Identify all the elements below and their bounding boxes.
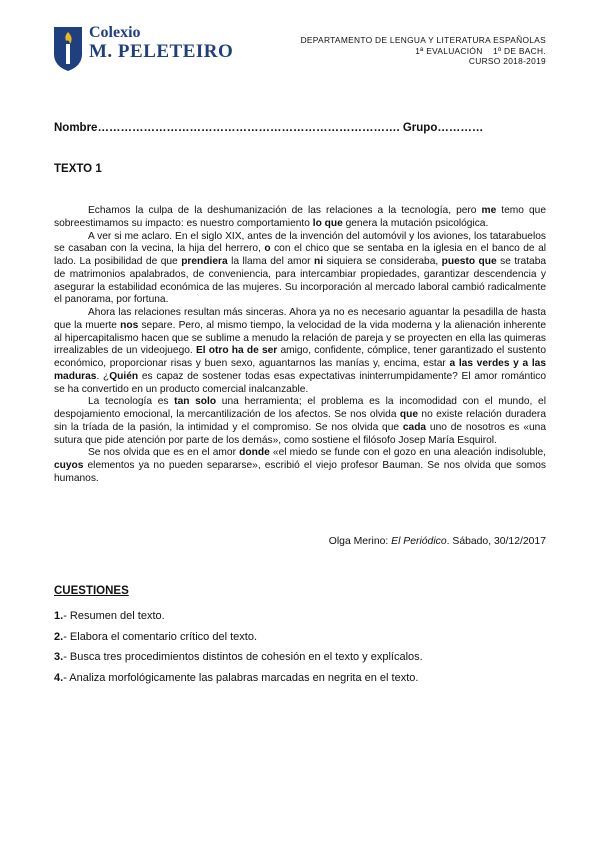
text-run: se trataba de matrimonios apalabrados, de conveniencia, para intercambiar propiedades, garantizar descendencia y asegurar la estabilidad económica de las mujeres. Su incorporación al mercado laboral cambió radicalmente el panorama, por fortuna. [54, 256, 547, 306]
bold-word: nos [120, 319, 139, 331]
article-paragraph [54, 307, 546, 396]
bold-word: cuyos [54, 460, 84, 471]
student-info-line [54, 122, 483, 134]
text-run: elementos ya no pueden separarse», escribió el viejo profesor Bauman. Se nos olvida que somos humanos. [54, 460, 546, 484]
question-number: 2. [54, 630, 64, 643]
question-text: - Busca tres procedimientos distintos de cohesión en el texto y explícalos. [63, 651, 423, 664]
school-year: CURSO 2018-2019 [468, 56, 546, 66]
bold-word: Quién [109, 370, 139, 382]
question-text: - Resumen del texto. [63, 610, 165, 622]
question-number: 1. [54, 610, 64, 622]
name-blank[interactable]: …………………………………………………………………… [97, 122, 397, 134]
question-item [54, 672, 554, 693]
text-run: siquiera se consideraba, [323, 256, 442, 267]
text-run: amigo, confidente, cómplice, tener garantizado el sustento económico, proporcionar risas y buen sexo, aguantarnos las manías y, encima, estar [54, 345, 547, 369]
text-run: una herramienta; el problema es la incomodidad con el mundo, el despojamiento emocional, la mercantilización de los afectos. Se nos olvida [54, 396, 546, 420]
text-run: La tecnología es [88, 396, 175, 408]
bold-word: a las verdes y a las maduras [54, 358, 546, 382]
signature-date: . Sábado, 30/12/2017 [446, 536, 546, 547]
group-blank[interactable]: ………… [437, 122, 484, 134]
article-paragraph [54, 396, 546, 447]
article-body [54, 205, 546, 486]
school-logo [53, 24, 234, 74]
course-level: 1º DE BACH. [493, 45, 546, 56]
text-run: Echamos la culpa de la deshumanización de las relaciones a la tecnología, pero [88, 205, 482, 216]
question-item [54, 631, 554, 652]
shield-torch-icon [53, 26, 83, 72]
question-text: - Elabora el comentario crítico del texto. [63, 630, 257, 643]
questions-list [54, 610, 554, 693]
bold-word: me [481, 205, 497, 216]
bold-word: prendiera [181, 256, 228, 267]
text-run: Se nos olvida que es en el amor [88, 447, 240, 459]
text-run: la llama del amor [227, 256, 314, 267]
signature-source: El Periódico [391, 536, 447, 547]
article-paragraph [54, 231, 546, 308]
text-run: A ver si me aclaro. En el siglo XIX, antes de la invención del automóvil y los aviones, los tatarabuelos se casaban con la vecina, la hija del herrero, [54, 230, 546, 255]
department-info [301, 35, 546, 67]
bold-word: El otro ha de ser [195, 345, 278, 357]
bold-word: lo que [312, 217, 343, 229]
group-label: . Grupo [396, 122, 438, 134]
bold-word: o [264, 243, 271, 255]
question-number: 4. [54, 672, 64, 685]
questions-title: CUESTIONES [54, 585, 129, 597]
text-run: es capaz de sostener todas esas expectativas ininterrumpidamente? El amor romántico se ha convertido en un producto comercial inalcanzable. [54, 370, 546, 395]
signature-author: Olga Merino: [328, 536, 392, 547]
text-run: «el miedo se funde con el gozo en una aleación indisoluble, [269, 447, 546, 459]
bold-word: cada [402, 421, 427, 433]
article-signature [329, 536, 546, 547]
evaluation-label: 1ª EVALUACIÓN [415, 45, 483, 56]
name-label: Nombre [54, 122, 98, 134]
bold-word: tan solo [174, 396, 217, 408]
bold-word: donde [239, 447, 270, 459]
article-paragraph [54, 205, 546, 231]
question-item [54, 651, 554, 672]
question-number: 3. [54, 651, 64, 664]
text-title: TEXTO 1 [54, 163, 102, 175]
text-run: . ¿ [96, 370, 110, 382]
text-run: uno de nosotros es «una sutura que pide atención por parte de los demás», como sostiene el filósofo Josep María Esquirol. [54, 421, 546, 446]
text-run: no existe relación duradera sin la tríada de la pasión, la intimidad y el compromiso. Se nos olvida que [54, 409, 546, 433]
text-run: con el chico que se sentaba en la iglesia en el banco de al lado. La posibilidad de que [54, 243, 546, 267]
text-run: genera la mutación psicológica. [342, 217, 489, 229]
evaluation-course-line [301, 46, 546, 57]
question-item [54, 610, 554, 631]
text-run: separe. Pero, al mismo tiempo, la velocidad de la vida moderna y la alienación inherente al hipercapitalismo hacen que se sublime a menudo la relación de pareja y se proyecten en ella las quimeras irrealizables de un videojuego. [54, 319, 547, 357]
logo-text-colexio: Colexio [89, 24, 141, 41]
department-name: DEPARTAMENTO DE LENGUA Y LITERATURA ESPAÑOLAS [300, 35, 546, 45]
bold-word: puesto que [441, 256, 497, 267]
text-run: Ahora las relaciones resultan más sinceras. Ahora ya no es necesario aguantar la pesadilla de hasta que la muerte [54, 307, 546, 331]
text-run: temo que sobreestimamos su impacto: es nuestro comportamiento [54, 205, 546, 229]
logo-text-school-name: M. PELETEIRO [89, 41, 234, 62]
bold-word: que [399, 409, 419, 420]
question-text: - Analiza morfológicamente las palabras marcadas en negrita en el texto. [63, 672, 419, 685]
bold-word: ni [314, 256, 324, 267]
article-paragraph [54, 447, 546, 485]
